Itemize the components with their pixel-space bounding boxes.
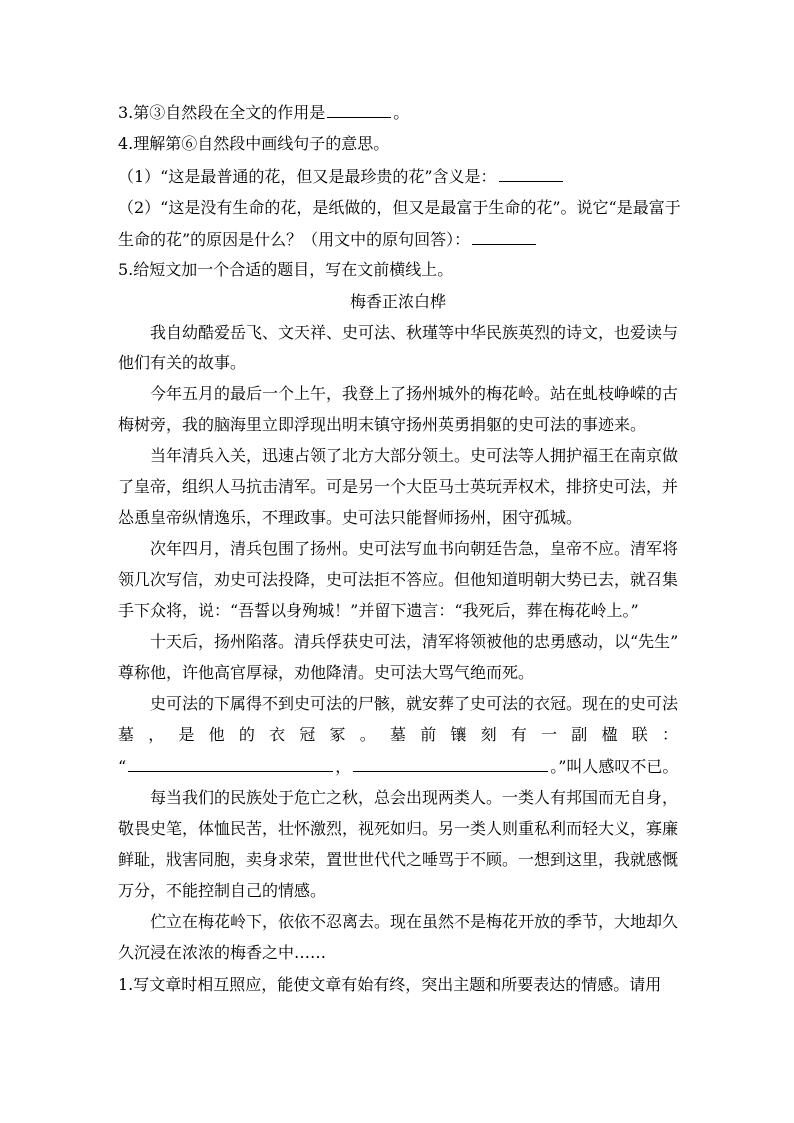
article-line: 久沉浸在浓浓的梅香之中……	[118, 943, 327, 962]
spaced-char: 一	[541, 725, 558, 744]
answer-blank[interactable]	[472, 229, 536, 245]
article-line: 他们有关的故事。	[118, 353, 247, 372]
question-4: 4.理解第⑥自然段中画线句子的意思。	[118, 134, 390, 153]
spaced-char: 。	[359, 725, 376, 744]
article-line: 领几次写信，劝史可法投降，史可法拒不答应。但他知道明朝大势已去，就召集	[118, 570, 679, 589]
spaced-char: ，	[148, 725, 165, 744]
article-line: 次年四月，清兵包围了扬州。史可法写血书向朝廷告急，皇帝不应。清军将	[150, 539, 679, 558]
spaced-char: 是	[178, 725, 195, 744]
article-line: 万分，不能控制自己的情感。	[118, 881, 327, 900]
spaced-char: 有	[510, 725, 527, 744]
spaced-char: 刻	[480, 725, 497, 744]
spaced-char: 冢	[329, 725, 346, 744]
article-line: 每当我们的民族处于危亡之秋，总会出现两类人。一类人有邦国而无自身，	[150, 788, 679, 807]
article-line: 手下众将，说：“吾誓以身殉城！”并留下遗言：“我死后，葬在梅花岭上。”	[118, 601, 639, 620]
question-1-bottom: 1.写文章时相互照应，能使文章有始有终，突出主题和所要表达的情感。请用	[118, 975, 662, 994]
answer-blank[interactable]	[499, 166, 563, 182]
question-4-1: （1）“这是最普通的花，但又是最珍贵的花”含义是：	[118, 166, 678, 187]
article-line: 梅树旁，我的脑海里立即浮现出明末镇守扬州英勇捐躯的史可法的事迹来。	[118, 415, 647, 434]
spaced-char: 联	[631, 725, 648, 744]
article-title: 梅香正浓白桦	[349, 292, 446, 311]
answer-blank[interactable]	[327, 102, 391, 118]
spaced-char: 他	[208, 725, 225, 744]
article-line: 当年清兵入关，迅速占领了北方大部分领土。史可法等人拥护福王在南京做	[150, 446, 679, 465]
spaced-char: 冠	[299, 725, 316, 744]
spaced-char: 楹	[601, 725, 618, 744]
spaced-char: 衣	[269, 725, 286, 744]
article-line: 敬畏史笔，体恤民苦，壮怀激烈，视死如归。另一类人则重私利而轻大义，寡廉	[118, 819, 679, 838]
article-line: 了皇帝，组织人马抗击清军。可是另一个大臣马士英玩弄权术，排挤史可法，并	[118, 477, 679, 496]
article-line: 尊称他，许他高官厚禄，劝他降清。史可法大骂气绝而死。	[118, 663, 535, 682]
article-line: 伫立在梅花岭下，依依不忍离去。现在虽然不是梅花开放的季节，大地却久	[150, 912, 679, 931]
article-line: 今年五月的最后一个上午，我登上了扬州城外的梅花岭。站在虬枝峥嵘的古	[150, 384, 679, 403]
question-4-2-line1: （2）“这是没有生命的花，是纸做的，但又是最富于生命的花”。说它“是最富于	[118, 198, 681, 217]
article-line: 十天后，扬州陷落。清兵俘获史可法，清军将领被他的忠勇感动，以“先生”	[150, 632, 679, 651]
spaced-char: 镶	[450, 725, 467, 744]
couplet-blank-1[interactable]	[128, 756, 333, 772]
article-line: 我自幼酷爱岳飞、文天祥、史可法、秋瑾等中华民族英烈的诗文，也爱读与	[150, 323, 679, 342]
article-line: 鲜耻，戕害同胞，卖身求荣，置世世代代之唾骂于不顾。一想到这里，我就感慨	[118, 850, 679, 869]
spaced-char: 墓	[118, 725, 135, 744]
question-3: 3.第③自然段在全文的作用是 。	[118, 103, 410, 122]
couplet-blank-2[interactable]	[353, 756, 548, 772]
article-line: 怂恿皇帝纵情逸乐，不理政事。史可法只能督师扬州，困守孤城。	[118, 508, 583, 527]
spaced-char: 前	[420, 725, 437, 744]
spaced-char: ：	[661, 725, 678, 744]
question-5: 5.给短文加一个合适的题目，写在文前横线上。	[118, 260, 454, 279]
spaced-char: 墓	[389, 725, 406, 744]
spaced-char: 副	[571, 725, 588, 744]
article-line-spaced	[118, 725, 678, 745]
couplet-line: “ ， 。”叫人感叹不已。	[118, 757, 679, 776]
spaced-char: 的	[238, 725, 255, 744]
question-4-2-line2: 生命的花”的原因是什么？（用文中的原句回答）：	[118, 229, 678, 250]
article-line: 史可法的下属得不到史可法的尸骸，就安葬了史可法的衣冠。现在的史可法	[150, 694, 679, 713]
